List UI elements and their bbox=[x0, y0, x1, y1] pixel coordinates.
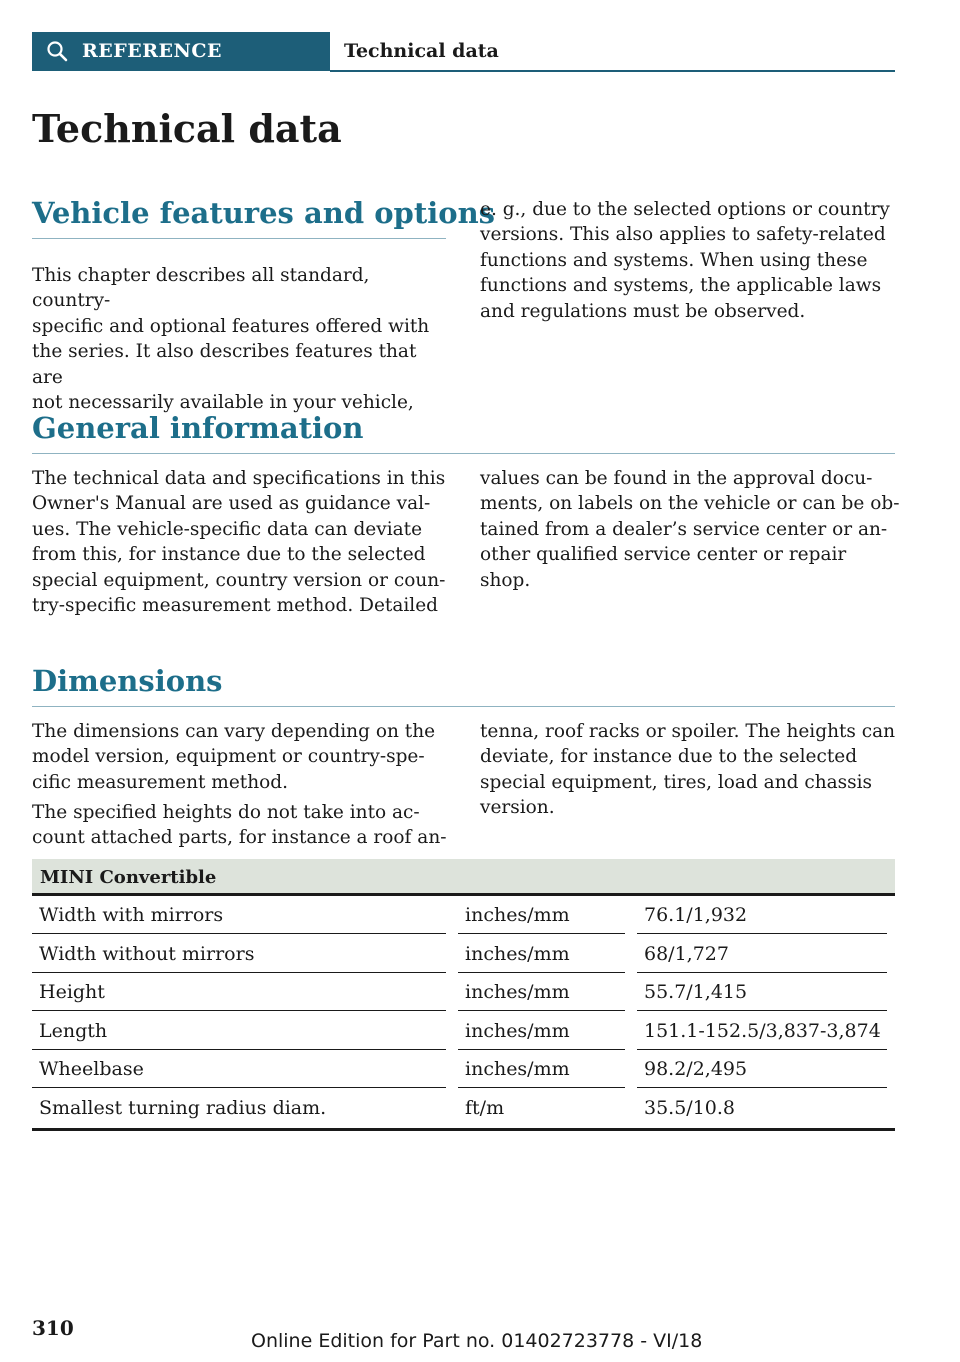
reference-tab[interactable] bbox=[32, 32, 330, 71]
table-cell-value: 55.7/1,415 bbox=[637, 973, 887, 1011]
table-bottom-rule bbox=[32, 1128, 895, 1131]
table-cell-value: 151.1-152.5/3,837-3,874 bbox=[637, 1012, 887, 1050]
table-cell-label: Height bbox=[32, 973, 446, 1011]
dimensions-heading: Dimensions bbox=[32, 664, 223, 698]
table-row bbox=[32, 1012, 895, 1051]
table-cell-label: Width without mirrors bbox=[32, 935, 446, 973]
general-information-heading: General information bbox=[32, 411, 364, 445]
table-cell-unit: inches/mm bbox=[458, 1012, 625, 1050]
dimensions-left-text-2: The specified heights do not take into ac- count attached parts, for instance a roof an- bbox=[32, 802, 447, 849]
table-cell-value: 98.2/2,495 bbox=[637, 1050, 887, 1088]
table-row bbox=[32, 1050, 895, 1089]
table-cell-unit: inches/mm bbox=[458, 1050, 625, 1088]
dimensions-right-text: tenna, roof racks or spoiler. The heights can deviate, for instance due to the selected special equipment, tires, load and chassis version. bbox=[480, 721, 896, 819]
vehicle-features-heading: Vehicle features and options bbox=[32, 196, 495, 230]
edition-note: Online Edition for Part no. 01402723778 - VI/18 bbox=[251, 1330, 703, 1352]
table-cell-value: 68/1,727 bbox=[637, 935, 887, 973]
table-cell-label: Width with mirrors bbox=[32, 896, 446, 934]
general-information-divider bbox=[32, 453, 895, 454]
dimensions-divider bbox=[32, 706, 895, 707]
vehicle-features-right-text: e. g., due to the selected options or country versions. This also applies to safety-related functions and systems. When using these functions and systems, the applicable laws and regulations must be observed. bbox=[480, 199, 890, 322]
vehicle-features-divider bbox=[32, 238, 446, 239]
page-title: Technical data bbox=[32, 106, 342, 151]
table-cell-label: Smallest turning radius diam. bbox=[39, 1096, 327, 1119]
table-title: MINI Convertible bbox=[32, 859, 895, 896]
table-row bbox=[32, 896, 895, 935]
table-row bbox=[32, 1089, 895, 1128]
general-information-left-text: The technical data and specifications in this Owner's Manual are used as guidance val- ues. The vehicle-specific data can deviate from this, for instance due to the selected special equipment, country version or coun- try-specific measurement method. Detailed bbox=[32, 468, 446, 617]
table-cell-unit: inches/mm bbox=[458, 896, 625, 934]
table-cell-value: 76.1/1,932 bbox=[637, 896, 887, 934]
dimensions-left-text-1: The dimensions can vary depending on the model version, equipment or country-spe- cific measurement method. bbox=[32, 721, 436, 793]
header-section-title: Technical data bbox=[344, 40, 499, 62]
table-cell-label: Length bbox=[32, 1012, 446, 1050]
search-icon bbox=[46, 40, 68, 62]
table-cell-value: 35.5/10.8 bbox=[644, 1096, 736, 1119]
table-cell-label: Wheelbase bbox=[32, 1050, 446, 1088]
header-divider bbox=[330, 70, 895, 72]
table-row bbox=[32, 935, 895, 974]
table-cell-unit: ft/m bbox=[465, 1096, 505, 1119]
page-number: 310 bbox=[32, 1316, 74, 1340]
table-row bbox=[32, 973, 895, 1012]
table-cell-unit: inches/mm bbox=[458, 935, 625, 973]
general-information-right-text: values can be found in the approval docu- ments, on labels on the vehicle or can be ob- tained from a dealer’s service center or an- other qualified service center or repair shop. bbox=[480, 468, 900, 591]
header-bar bbox=[32, 32, 895, 71]
table-cell-unit: inches/mm bbox=[458, 973, 625, 1011]
reference-label: REFERENCE bbox=[82, 40, 222, 62]
dimensions-table bbox=[32, 859, 895, 1131]
vehicle-features-left-text: This chapter describes all standard, country- specific and optional features offered with the series. It also describes features that are not necessarily available in your vehicle, bbox=[32, 265, 430, 414]
